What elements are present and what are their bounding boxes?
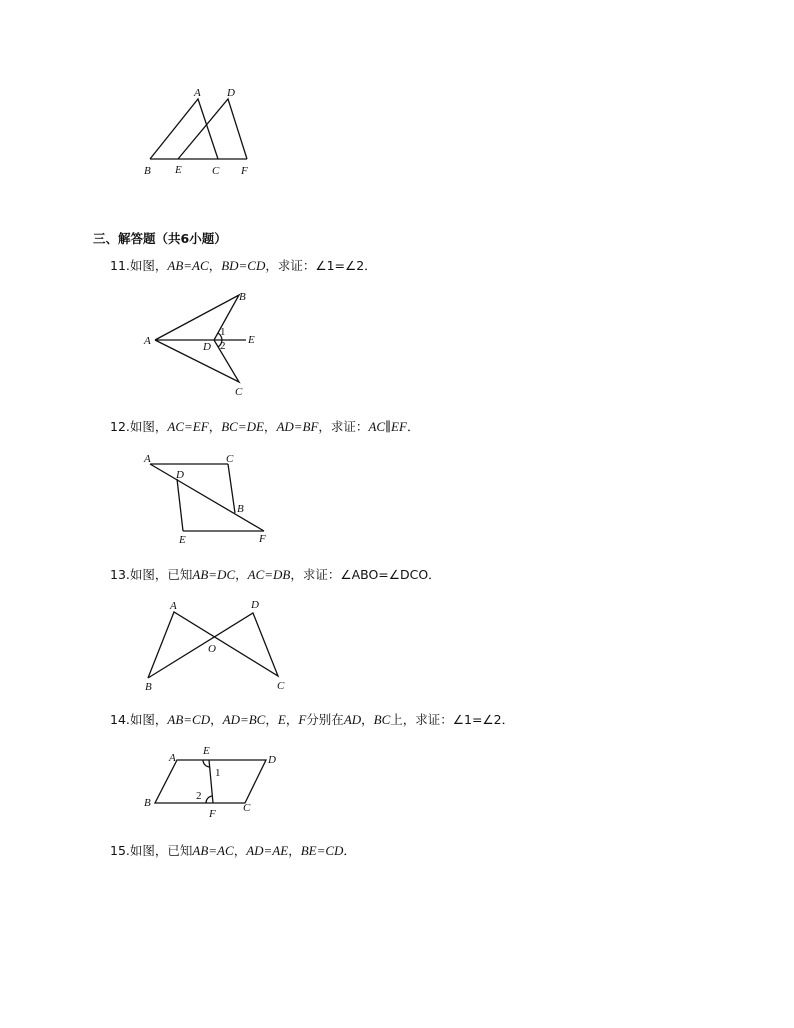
q11-label-a: A: [144, 335, 151, 347]
q11-cond-1: AB=AC: [167, 258, 209, 273]
question-12: [110, 417, 419, 435]
q12-goal: AC∥EF: [368, 419, 407, 434]
q13-number: 13.: [110, 567, 130, 582]
q13-label-o: O: [208, 643, 216, 655]
figure-triangles-abc-def: [130, 80, 270, 180]
q14-sep-4: ，: [361, 712, 374, 727]
q14-seg-bc: BC: [373, 712, 391, 727]
question-13: [110, 565, 441, 583]
q11-number: 11.: [110, 258, 130, 273]
q11-label-c: C: [235, 386, 243, 398]
q15-cond-2: AD=AE: [246, 843, 289, 858]
q12-label-a: A: [144, 453, 151, 465]
q14-sep-1: ，: [210, 712, 223, 727]
q14-label-b: B: [144, 797, 151, 809]
q12-label-e: E: [179, 534, 186, 546]
q15-sep-1: ，: [233, 843, 247, 858]
q13-cond-1: AB=DC: [192, 567, 236, 582]
question-14: [110, 710, 514, 728]
figure-q11: [140, 285, 270, 400]
q15-cond-1: AB=AC: [192, 843, 234, 858]
q14-point-f: F: [298, 712, 307, 727]
q11-prove: ，求证：∠1=∠2．: [265, 258, 377, 273]
q13-sep: ，: [235, 567, 248, 582]
q12-cond-3: AD=BF: [276, 419, 319, 434]
q15-cond-3: BE=CD: [300, 843, 344, 858]
q14-prove: 上，求证：∠1=∠2．: [390, 712, 515, 727]
q14-label-f: F: [209, 808, 216, 820]
figure-q14: [140, 742, 285, 822]
q12-line-cb: [228, 464, 235, 513]
q13-label-b: B: [145, 681, 152, 693]
section-heading: 三、解答题（共6小题）: [93, 231, 227, 246]
q14-angle-2-arc: [206, 796, 212, 803]
q14-cond-1: AB=CD: [167, 712, 211, 727]
q14-number: 14.: [110, 712, 130, 727]
q12-intro: 如图，: [129, 419, 168, 434]
q14-sep-3: ，: [285, 712, 299, 727]
q13-label-d: D: [251, 599, 259, 611]
q12-cond-1: AC=EF: [167, 419, 209, 434]
q14-label-2: 2: [196, 790, 202, 802]
q13-intro: 如图，已知: [129, 567, 193, 582]
q11-label-e: E: [248, 334, 255, 346]
label-b: B: [144, 165, 151, 177]
q14-cond-2: AD=BC: [222, 712, 266, 727]
label-c: C: [212, 165, 220, 177]
q14-label-e: E: [203, 745, 210, 757]
q12-number: 12.: [110, 419, 130, 434]
q12-cond-2: BC=DE: [221, 419, 264, 434]
q11-label-1: 1: [220, 326, 226, 338]
figure-q12: [140, 450, 280, 545]
triangle-def: [178, 99, 247, 159]
q11-sep: ，: [208, 258, 222, 273]
q14-sep-2: ，: [265, 712, 278, 727]
question-11: [110, 256, 377, 274]
q11-label-b: B: [239, 291, 246, 303]
q12-end: ．: [406, 419, 420, 434]
q14-label-d: D: [268, 754, 276, 766]
q12-label-c: C: [226, 453, 234, 465]
figure-q13: [140, 595, 300, 695]
q12-line-de: [177, 479, 183, 531]
q13-prove: ，求证：∠ABO=∠DCO．: [290, 567, 441, 582]
q12-label-f: F: [259, 533, 266, 545]
q14-on: 分别在: [306, 712, 344, 727]
question-15: [110, 841, 356, 859]
q11-label-d: D: [203, 341, 211, 353]
q12-sep-1: ，: [208, 419, 222, 434]
q12-label-b: B: [237, 503, 244, 515]
q13-label-a: A: [170, 600, 177, 612]
q14-seg-ad: AD: [343, 712, 362, 727]
q12-sep-2: ，: [263, 419, 277, 434]
q12-prove: ，求证：: [318, 419, 369, 434]
q12-label-d: D: [176, 469, 184, 481]
q12-line-af: [150, 464, 264, 531]
q11-intro: 如图，: [129, 258, 168, 273]
q14-label-a: A: [169, 752, 176, 764]
q14-point-e: E: [277, 712, 286, 727]
q11-path-abdca: [155, 295, 239, 382]
q11-cond-2: BD=CD: [221, 258, 266, 273]
q13-label-c: C: [277, 680, 285, 692]
label-d: D: [227, 87, 235, 99]
q15-sep-2: ，: [288, 843, 301, 858]
q13-cond-2: AC=DB: [247, 567, 291, 582]
label-e: E: [175, 164, 182, 176]
q14-intro: 如图，: [129, 712, 168, 727]
q14-label-c: C: [243, 802, 251, 814]
q15-number: 15.: [110, 843, 130, 858]
q15-end: ．: [343, 843, 356, 858]
q14-label-1: 1: [215, 767, 221, 779]
q15-intro: 如图，已知: [129, 843, 193, 858]
q11-label-2: 2: [220, 340, 226, 352]
label-f: F: [241, 165, 248, 177]
label-a: A: [194, 87, 201, 99]
triangle-abc: [150, 99, 218, 159]
